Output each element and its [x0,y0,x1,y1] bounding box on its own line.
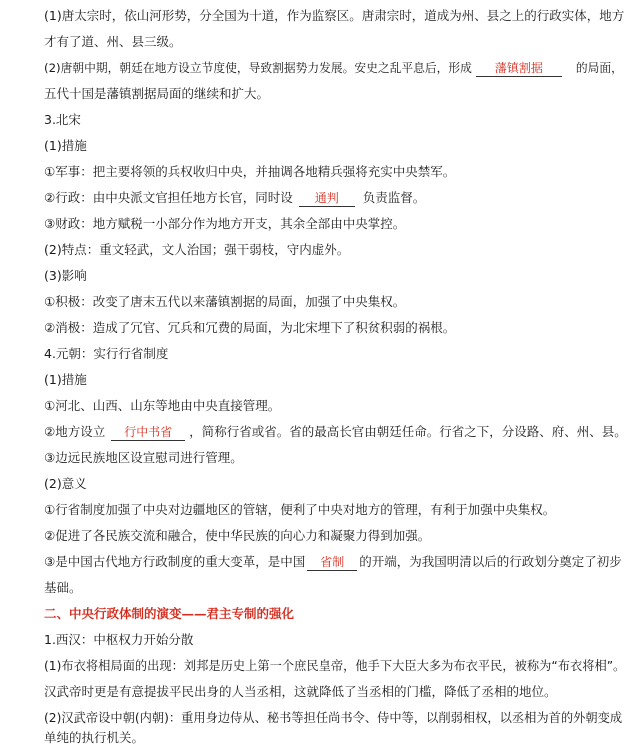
text-line: ①行省制度加强了中央对边疆地区的管辖，便利了中央对地方的管理，有利于加强中央集权。 [44,502,556,517]
text-line: (1)唐太宗时，依山河形势，分全国为十道，作为监察区。唐肃宗时，道成为州、县之上的行政实体，地方 [44,8,625,23]
answer-blank [307,554,357,571]
text-line: ①积极：改变了唐末五代以来藩镇割据的局面，加强了中央集权。 [44,294,406,309]
text-line: (1)措施 [44,372,87,387]
answer-blank [476,60,562,77]
text-line: ②促进了各民族交流和融合，使中华民族的向心力和凝聚力得到加强。 [44,528,431,543]
answer-text: 藩镇割据 [494,61,543,75]
text-line: ③边远民族地区设宣慰司进行管理。 [44,450,243,465]
text-line: (2)汉武帝设中朝(内朝)：重用身边侍从、秘书等担任尚书令、侍中等，以削弱相权，以丞相为首的外朝变成 [44,711,623,725]
text-line: 才有了道、州、县三级。 [44,34,182,49]
text-line [44,190,425,207]
section-heading: 4.元朝：实行行省制度 [44,346,169,361]
section-heading: 3.北宋 [44,112,81,127]
answer-text: 省制 [320,555,345,569]
text-line [44,554,622,571]
text-span: (2)唐朝中期，朝廷在地方设立节度使，导致割据势力发展。安史之乱平息后，形成 [44,61,472,75]
text-line: (1)措施 [44,138,87,153]
answer-blank [299,190,355,207]
text-span: 的开端，为我国明清以后的行政划分奠定了初步 [359,554,622,569]
text-span: ②行政：由中央派文官担任地方长官，同时设 [44,190,293,205]
answer-text: 行中书省 [124,425,173,439]
text-line: 汉武帝时更是有意提拔平民出身的人当丞相，这就降低了当丞相的门槛，降低了丞相的地位。 [44,684,557,699]
answer-text: 通判 [314,191,339,205]
text-line: (1)布衣将相局面的出现：刘邦是历史上第一个庶民皇帝，他手下大臣大多为布衣平民，被称为“布衣将相”。 [44,659,626,673]
text-line: 单纯的执行机关。 [44,730,145,745]
text-line: ②消极：造成了冗官、冗兵和冗费的局面，为北宋埋下了积贫积弱的祸根。 [44,320,456,335]
text-span: 的局面， [575,61,623,75]
text-line [44,424,627,441]
chapter-heading: 二、中央行政体制的演变——君主专制的强化 [44,606,295,621]
text-span: ③是中国古代地方行政制度的重大变革，是中国 [44,554,306,569]
section-heading: 1.西汉：中枢权力开始分散 [44,632,194,647]
text-line: ①军事：把主要将领的兵权收归中央，并抽调各地精兵强将充实中央禁军。 [44,164,456,179]
text-span: ，简称行省或省。省的最高长官由朝廷任命。行省之下，分设路、府、州、县。 [189,424,627,439]
text-line: (2)意义 [44,476,87,491]
text-line: 五代十国是藩镇割据局面的继续和扩大。 [44,86,270,101]
text-line: (2)特点：重文轻武，文人治国；强干弱枝，守内虚外。 [44,242,350,257]
text-line: (3)影响 [44,268,87,283]
answer-blank [111,424,185,441]
text-span: ②地方设立 [44,424,106,439]
text-line: ③财政：地方赋税一小部分作为地方开支，其余全部由中央掌控。 [44,216,406,231]
text-line: 基础。 [44,580,82,595]
text-span: 负责监督。 [362,190,426,205]
text-line: ①河北、山西、山东等地由中央直接管理。 [44,398,281,413]
text-line [44,60,623,77]
